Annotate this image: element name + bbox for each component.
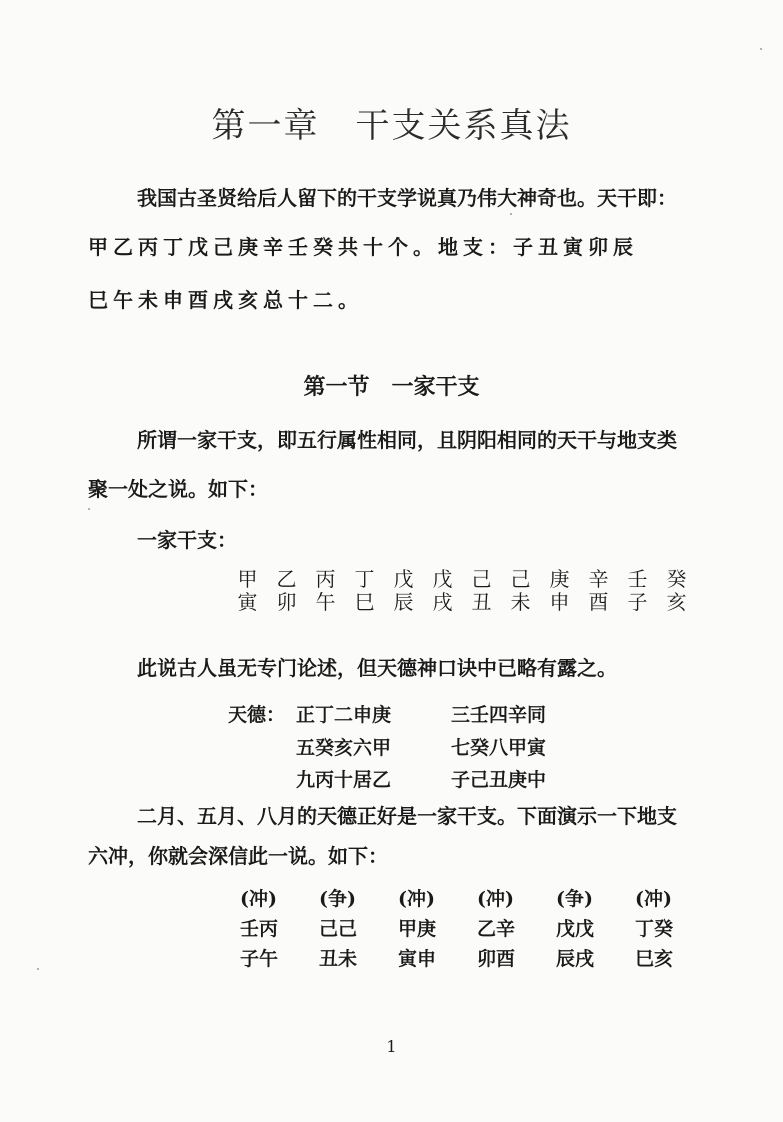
paragraph-intro-line-3: 巳午未申酉戌亥总十二。 xyxy=(88,288,363,312)
paragraph-definition-line-1: 所谓一家干支，即五行属性相同，且阴阳相同的天干与地支类 xyxy=(137,428,677,452)
tiande-verse: 九丙十居乙 xyxy=(296,769,392,791)
family-branch: 亥 xyxy=(666,590,687,614)
paragraph-intro-line-1: 我国古圣贤给后人留下的干支学说真乃伟大神奇也。天干即： xyxy=(137,186,677,210)
scan-speck xyxy=(760,48,762,50)
family-branch: 寅 xyxy=(237,590,258,614)
paragraph-clash-intro-line-1: 二月、五月、八月的天德正好是一家干支。下面演示一下地支 xyxy=(137,804,677,828)
tiande-verse: 五癸亥六甲 xyxy=(296,737,392,759)
clash-tag: (争) xyxy=(319,888,356,910)
family-branch: 未 xyxy=(510,590,531,614)
family-branch: 子 xyxy=(627,590,648,614)
family-stem: 乙 xyxy=(276,567,297,591)
family-stem: 丁 xyxy=(354,567,375,591)
family-stems-row xyxy=(228,568,696,590)
paragraph-definition-line-2: 聚一处之说。如下： xyxy=(88,477,268,501)
clash-tag: (冲) xyxy=(477,888,514,910)
clash-branches: 丑未 xyxy=(319,948,358,970)
scan-speck xyxy=(510,213,512,215)
family-stem: 甲 xyxy=(237,567,258,591)
clash-stems: 壬丙 xyxy=(240,918,279,940)
family-branches-row xyxy=(228,591,696,613)
clash-branches: 子午 xyxy=(240,948,279,970)
chapter-title: 第一章 干支关系真法 xyxy=(211,106,572,146)
tiande-verse: 三壬四辛同 xyxy=(451,704,547,726)
paragraph-tiande-intro: 此说古人虽无专门论述，但天德神口诀中已略有露之。 xyxy=(137,656,617,680)
family-branch: 巳 xyxy=(354,590,375,614)
family-stem: 戊 xyxy=(432,567,453,591)
tiande-verse: 子己丑庚中 xyxy=(451,769,547,791)
clash-stems: 丁癸 xyxy=(635,918,674,940)
tiande-verse: 七癸八甲寅 xyxy=(451,737,547,759)
clash-tag: (冲) xyxy=(240,888,277,910)
clash-branches: 寅申 xyxy=(398,948,437,970)
page-number: 1 xyxy=(386,1037,397,1056)
paragraph-intro-line-2: 甲乙丙丁戊己庚辛壬癸共十个。地支：子丑寅卯辰 xyxy=(88,235,638,259)
family-branch: 午 xyxy=(315,590,336,614)
family-branch: 戌 xyxy=(432,590,453,614)
clash-branches: 巳亥 xyxy=(635,948,674,970)
tiande-label: 天德： xyxy=(228,704,286,726)
family-stem: 丙 xyxy=(315,567,336,591)
clash-stems: 戊戊 xyxy=(556,918,595,940)
family-stem: 辛 xyxy=(588,567,609,591)
family-label: 一家干支： xyxy=(137,528,237,552)
tiande-verse: 正丁二申庚 xyxy=(296,704,392,726)
clash-stems: 乙辛 xyxy=(477,918,516,940)
family-stem: 癸 xyxy=(666,567,687,591)
family-branch: 丑 xyxy=(471,590,492,614)
family-stem: 庚 xyxy=(549,567,570,591)
clash-tag: (冲) xyxy=(398,888,435,910)
family-branch: 申 xyxy=(549,590,570,614)
family-branch: 酉 xyxy=(588,590,609,614)
clash-stems: 甲庚 xyxy=(398,918,437,940)
section-title: 第一节 一家干支 xyxy=(303,374,480,400)
family-branch: 辰 xyxy=(393,590,414,614)
six-clash-table xyxy=(240,886,714,972)
clash-tag: (争) xyxy=(556,888,593,910)
paragraph-clash-intro-line-2: 六冲，你就会深信此一说。如下： xyxy=(88,844,388,868)
family-stem: 己 xyxy=(510,567,531,591)
clash-branches: 卯酉 xyxy=(477,948,516,970)
family-stem: 己 xyxy=(471,567,492,591)
family-stem: 戊 xyxy=(393,567,414,591)
clash-branches: 辰戌 xyxy=(556,948,595,970)
family-stem: 壬 xyxy=(627,567,648,591)
scan-speck xyxy=(37,968,39,970)
clash-tag: (冲) xyxy=(635,888,672,910)
clash-stems: 己己 xyxy=(319,918,358,940)
family-branch: 卯 xyxy=(276,590,297,614)
scan-speck xyxy=(88,508,90,510)
